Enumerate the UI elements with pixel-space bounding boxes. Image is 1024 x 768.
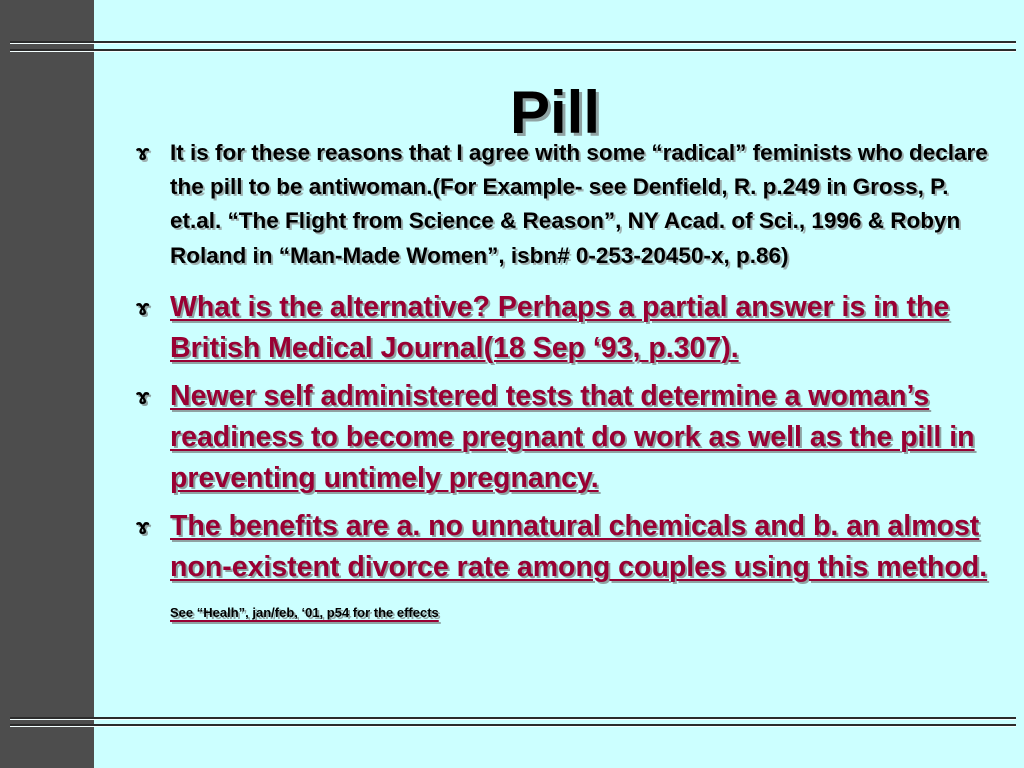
bullet-item [120,136,990,273]
top-rule-light [10,49,1016,52]
top-rule-dark [10,41,1016,44]
bottom-rule-dark [10,717,1016,720]
citation-note: See “Healh”, jan/feb, ‘01, p54 for the effects [170,604,439,620]
bullet-icon: ɤ [136,513,150,539]
bullet-text: Newer self administered tests that determine a woman’s readiness to become pregnant do work as well as the pill in preventing untimely pregnancy. [170,379,975,494]
bullet-icon: ɤ [136,140,150,165]
bullet-text: It is for these reasons that I agree with some “radical” feminists who declare the pill to be antiwoman.(For Example- see Denfield, R. p.249 in Gross, P. et.al. “The Flight from Science & Reason”, NY Acad. of Sci., 1996 & Robyn Roland in “Man-Made Women”, isbn# 0-253-20450-x, p.86) [170,140,988,268]
bullet-item [120,287,990,369]
slide-title: Pill [509,79,601,146]
bullet-list [120,136,990,633]
bottom-rule-light [10,724,1016,727]
bullet-item [120,376,990,499]
bullet-icon: ɤ [136,383,150,409]
bullet-item [120,506,990,633]
bullet-text: The benefits are a. no unnatural chemicals and b. an almost non-existent divorce rate among couples using this method. [170,509,988,583]
bullet-icon: ɤ [136,294,150,320]
bullet-text: What is the alternative? Perhaps a partial answer is in the British Medical Journal(18 Sep ‘93, p.307). [170,290,950,364]
